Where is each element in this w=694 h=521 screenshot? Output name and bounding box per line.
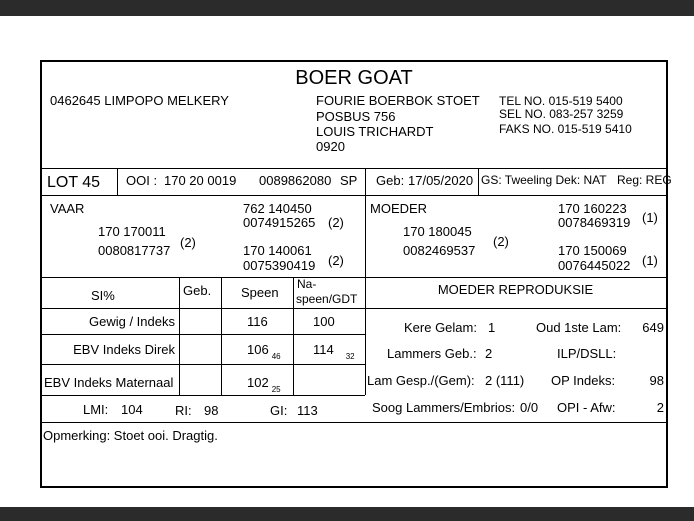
vaar-gd-id: 0075390419	[243, 258, 316, 273]
oud-lam-label: Oud 1ste Lam:	[536, 320, 622, 335]
repro-title-line	[365, 308, 666, 309]
speen-header: Speen	[241, 285, 279, 300]
gs-dek: GS: Tweeling Dek: NAT	[481, 173, 607, 187]
gi-value: 113	[297, 403, 318, 418]
address-line-2: POSBUS 756	[316, 109, 396, 124]
geb-label: Geb:	[376, 173, 405, 188]
reg-status: Reg: REG	[617, 173, 672, 187]
geb-header: Geb.	[183, 283, 212, 298]
gi-label: GI:	[270, 403, 288, 418]
lammers-geb-label: Lammers Geb.:	[387, 346, 477, 361]
opi-value: 2	[656, 400, 664, 415]
sel-number: SEL NO. 083-257 3259	[499, 107, 624, 121]
lmi-value: 104	[121, 402, 143, 417]
address-line-1: FOURIE BOERBOK STOET	[316, 93, 480, 108]
row-speen-direk-sub: 46	[271, 352, 281, 361]
vaar-label: VAAR	[50, 201, 85, 216]
ooi-label: OOI :	[126, 173, 158, 188]
moeder-label: MOEDER	[370, 201, 428, 216]
row-speen-direk-value: 106	[247, 342, 269, 357]
ilp-label: ILP/DSLL:	[557, 346, 617, 361]
si-header-bottom-line	[42, 308, 365, 309]
row-naspeen-direk	[313, 343, 355, 361]
lot-divider-1	[117, 168, 118, 195]
si-col-divider-3	[293, 277, 294, 395]
vaar-gd-mark: (2)	[328, 253, 344, 268]
repro-title: MOEDER REPRODUKSIE	[437, 282, 594, 297]
oud-lam-value: 649	[642, 320, 664, 335]
si-table-top-line	[42, 277, 666, 278]
lot-divider-3	[478, 168, 479, 195]
sp-code: SP	[340, 173, 358, 188]
animal-id: 0089862080	[259, 173, 332, 188]
row-speen-maternaal	[247, 376, 281, 394]
buyer-name: 0462645 LIMPOPO MELKERY	[50, 93, 229, 108]
lam-gesp-value: 2 (111)	[485, 373, 525, 388]
row-speen-gewig: 116	[247, 314, 268, 329]
ri-value: 98	[204, 403, 219, 418]
top-frame-bar	[0, 0, 694, 16]
lmi-label: LMI:	[83, 402, 109, 417]
si-row-line-2	[42, 364, 365, 365]
vaar-sire-mark: (2)	[180, 235, 196, 250]
card-title: BOER GOAT	[295, 67, 413, 89]
lot-row-top-line	[42, 168, 666, 169]
vaar-gs-id: 0074915265	[243, 215, 316, 230]
tel-number: TEL NO. 015-519 5400	[499, 94, 623, 108]
vaar-gs-mark: (2)	[328, 215, 344, 230]
moeder-gs-id: 0078469319	[558, 215, 631, 230]
moeder-gd-id: 0076445022	[558, 258, 631, 273]
lam-gesp-label: Lam Gesp./(Gem):	[367, 373, 475, 388]
moeder-gd-number: 170 150069	[558, 243, 627, 258]
bottom-frame-bar	[0, 507, 694, 521]
vaar-gs-number: 762 140450	[243, 201, 312, 216]
si-table-bottom-line	[42, 395, 365, 396]
moeder-gd-mark: (1)	[642, 253, 658, 268]
address-line-4: 0920	[316, 139, 345, 154]
kere-gelam-value: 1	[488, 320, 496, 335]
pedigree-divider	[365, 195, 366, 277]
moeder-gs-mark: (1)	[642, 210, 658, 225]
moeder-dam-mark: (2)	[493, 234, 509, 249]
naspeen-header-line-1: Na-	[297, 277, 317, 291]
si-col-divider-1	[179, 277, 180, 395]
row-label-direk: EBV Indeks Direk	[73, 342, 175, 357]
row-naspeen-direk-value: 114	[313, 342, 334, 357]
op-indeks-label: OP Indeks:	[551, 373, 616, 388]
moeder-gs-number: 170 160223	[558, 201, 627, 216]
row-label-gewig: Gewig / Indeks	[89, 314, 175, 329]
row-speen-maternaal-value: 102	[247, 375, 269, 390]
vaar-sire-number: 170 170011	[98, 224, 166, 239]
remarks: Opmerking: Stoet ooi. Dragtig.	[43, 428, 218, 443]
vaar-gd-number: 170 140061	[243, 243, 312, 258]
ooi-number: 170 20 0019	[164, 173, 237, 188]
naspeen-header-line-2: speen/GDT	[296, 292, 358, 306]
row-naspeen-direk-sub: 32	[345, 352, 355, 361]
si-row-line-1	[42, 334, 365, 335]
lot-number: LOT 45	[47, 174, 101, 191]
moeder-dam-id: 0082469537	[403, 243, 476, 258]
soog-label: Soog Lammers/Embrios:	[372, 400, 516, 415]
moeder-dam-number: 170 180045	[403, 224, 472, 239]
row-speen-direk	[247, 343, 281, 361]
lot-row-bottom-line	[42, 195, 666, 196]
row-naspeen-gewig: 100	[313, 314, 335, 329]
op-indeks-value: 98	[649, 373, 664, 388]
kere-gelam-label: Kere Gelam:	[404, 320, 477, 335]
lot-card	[40, 60, 672, 488]
faks-number: FAKS NO. 015-519 5410	[499, 122, 632, 136]
remarks-top-line	[42, 422, 666, 423]
lot-divider-2	[365, 168, 366, 195]
address-line-3: LOUIS TRICHARDT	[316, 124, 434, 139]
vaar-sire-id: 0080817737	[98, 243, 171, 258]
opi-label: OPI - Afw:	[557, 400, 616, 415]
si-col-divider-2	[221, 277, 222, 395]
row-label-maternaal: EBV Indeks Maternaal	[44, 375, 174, 390]
row-speen-maternaal-sub: 25	[271, 385, 281, 394]
ri-label: RI:	[175, 403, 192, 418]
lammers-geb-value: 2	[485, 346, 493, 361]
si-header: SI%	[91, 288, 115, 303]
soog-value: 0/0	[520, 400, 539, 415]
geb-date: 17/05/2020	[408, 173, 474, 188]
